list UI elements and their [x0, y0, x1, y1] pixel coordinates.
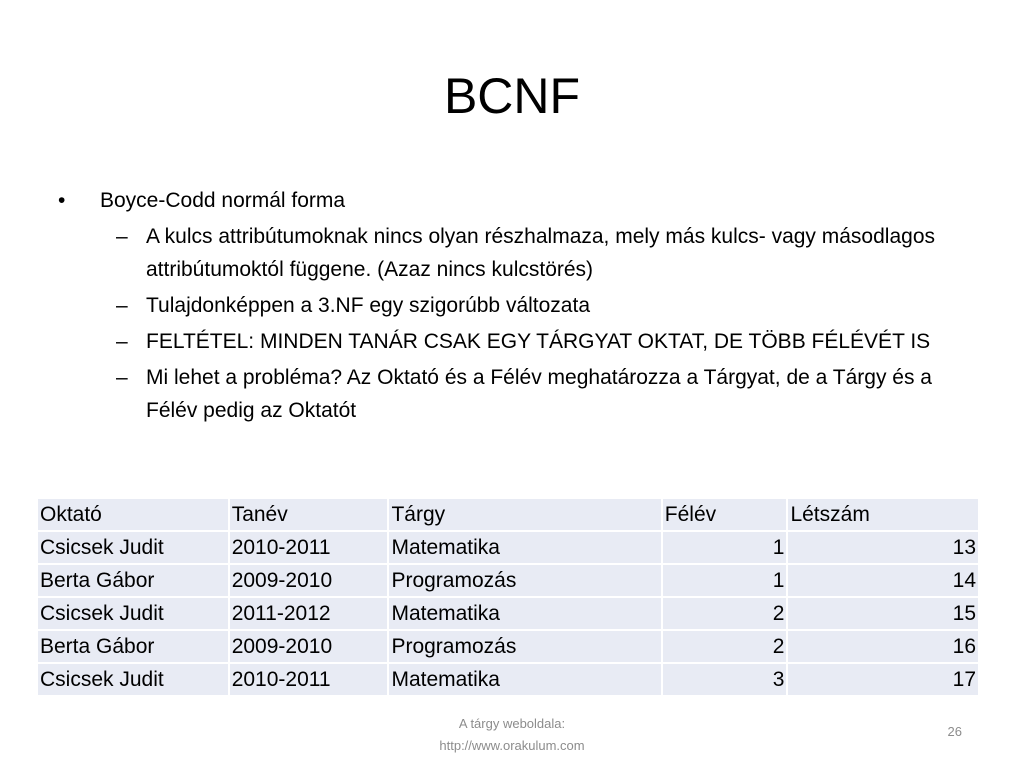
cell-felev: 1	[663, 532, 787, 563]
sub-bullet-text: Mi lehet a probléma? Az Oktató és a Félév meghatározza a Tárgyat, de a Tárgy és a Félév pedig az Oktatót	[146, 366, 932, 422]
column-header-felev: Félév	[663, 499, 787, 530]
table-row	[38, 532, 978, 563]
table-row	[38, 598, 978, 629]
table-header-row	[38, 499, 978, 530]
cell-letszam: 13	[788, 532, 978, 563]
cell-oktato: Berta Gábor	[38, 631, 228, 662]
dash-icon: –	[116, 225, 128, 248]
bullet-item	[58, 184, 968, 217]
cell-targy: Programozás	[389, 565, 660, 596]
sub-bullet-text: A kulcs attribútumoknak nincs olyan részhalmaza, mely más kulcs- vagy másodlagos attribútumoktól függene. (Azaz nincs kulcstörés)	[146, 225, 935, 281]
cell-tanev: 2009-2010	[230, 631, 388, 662]
page-number: 26	[947, 724, 962, 739]
cell-oktato: Csicsek Judit	[38, 664, 228, 695]
dash-icon: –	[116, 294, 128, 317]
cell-tanev: 2009-2010	[230, 565, 388, 596]
cell-tanev: 2010-2011	[230, 664, 388, 695]
column-header-letszam: Létszám	[788, 499, 978, 530]
data-table	[36, 497, 980, 697]
sub-bullet-item	[58, 325, 968, 358]
cell-oktato: Csicsek Judit	[38, 598, 228, 629]
cell-letszam: 17	[788, 664, 978, 695]
column-header-oktato: Oktató	[38, 499, 228, 530]
cell-letszam: 15	[788, 598, 978, 629]
cell-felev: 1	[663, 565, 787, 596]
cell-oktato: Csicsek Judit	[38, 532, 228, 563]
cell-targy: Matematika	[389, 532, 660, 563]
table-row	[38, 565, 978, 596]
cell-targy: Matematika	[389, 664, 660, 695]
cell-letszam: 14	[788, 565, 978, 596]
table-row	[38, 631, 978, 662]
sub-bullet-text: FELTÉTEL: MINDEN TANÁR CSAK EGY TÁRGYAT OKTAT, DE TÖBB FÉLÉVÉT IS	[146, 330, 931, 353]
sub-bullet-item	[58, 220, 968, 286]
slide-title: BCNF	[443, 68, 581, 124]
sub-bullet-text: Tulajdonképpen a 3.NF egy szigorúbb változata	[146, 294, 590, 317]
cell-tanev: 2010-2011	[230, 532, 388, 563]
cell-felev: 2	[663, 631, 787, 662]
footer	[380, 713, 644, 757]
dash-icon: –	[116, 330, 128, 353]
cell-felev: 2	[663, 598, 787, 629]
slide-content	[58, 184, 968, 427]
bullet-dot-icon: •	[58, 189, 66, 212]
bullet-text: Boyce-Codd normál forma	[100, 189, 346, 212]
cell-oktato: Berta Gábor	[38, 565, 228, 596]
cell-tanev: 2011-2012	[230, 598, 388, 629]
cell-targy: Matematika	[389, 598, 660, 629]
cell-felev: 3	[663, 664, 787, 695]
column-header-targy: Tárgy	[389, 499, 660, 530]
column-header-tanev: Tanév	[230, 499, 388, 530]
footer-line-1: A tárgy weboldala:	[458, 716, 566, 731]
sub-bullet-item	[58, 289, 968, 322]
cell-letszam: 16	[788, 631, 978, 662]
cell-targy: Programozás	[389, 631, 660, 662]
footer-url: http://www.orakulum.com	[439, 738, 585, 753]
dash-icon: –	[116, 366, 128, 389]
table-row	[38, 664, 978, 695]
sub-bullet-item	[58, 361, 968, 427]
